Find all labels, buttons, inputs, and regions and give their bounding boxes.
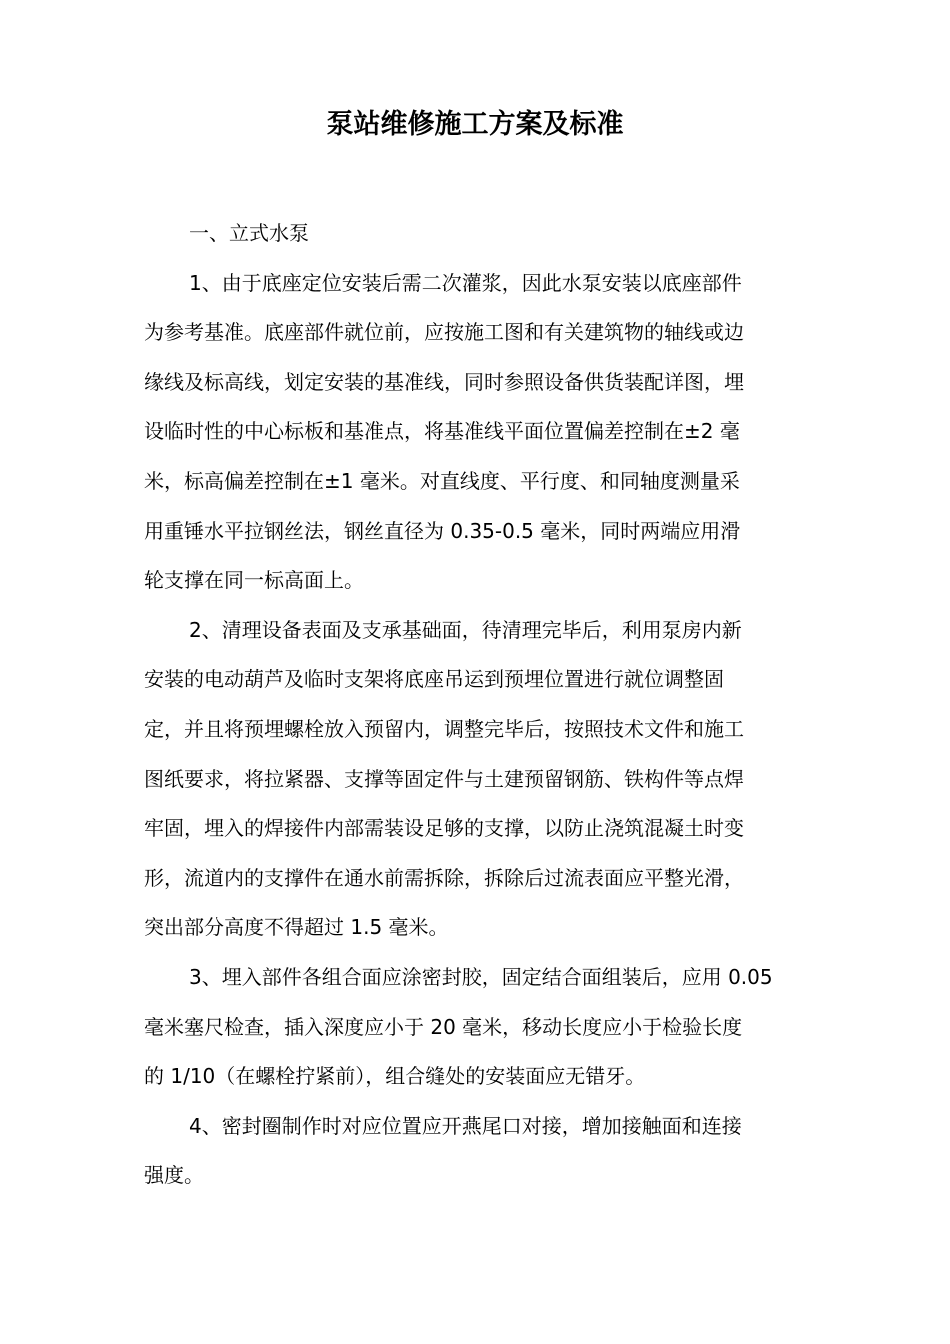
paragraph-2 [144, 606, 810, 953]
paragraph-line: 轮支撑在同一标高面上。 [144, 568, 364, 593]
paragraph-line: 4、密封圈制作时对应位置应开燕尾口对接，增加接触面和连接 [189, 1113, 742, 1138]
paragraph-line: 的 1/10（在螺栓拧紧前），组合缝处的安装面应无错牙。 [144, 1064, 646, 1089]
paragraph-3 [144, 953, 810, 1102]
paragraph-line: 米，标高偏差控制在±1 毫米。对直线度、平行度、和同轴度测量采 [144, 468, 740, 493]
paragraph-line: 为参考基准。底座部件就位前，应按施工图和有关建筑物的轴线或边 [144, 320, 744, 345]
paragraph-line: 3、埋入部件各组合面应涂密封胶，固定结合面组装后，应用 0.05 [189, 964, 773, 989]
section-heading: 一、立式水泵 [189, 221, 309, 245]
document-title: 泵站维修施工方案及标准 [326, 109, 624, 140]
paragraph-line: 设临时性的中心标板和基准点，将基准线平面位置偏差控制在±2 毫 [144, 419, 740, 444]
paragraph-line: 1、由于底座定位安装后需二次灌浆，因此水泵安装以底座部件 [189, 270, 742, 295]
paragraph-line: 安装的电动葫芦及临时支架将底座吊运到预埋位置进行就位调整固 [144, 667, 724, 692]
paragraph-line: 用重锤水平拉钢丝法，钢丝直径为 0.35-0.5 毫米，同时两端应用滑 [144, 518, 741, 543]
paragraph-line: 形，流道内的支撑件在通水前需拆除，拆除后过流表面应平整光滑， [144, 865, 744, 890]
paragraph-line: 牢固，埋入的焊接件内部需装设足够的支撑，以防止浇筑混凝土时变 [144, 816, 744, 841]
paragraph-line: 图纸要求，将拉紧器、支撑等固定件与土建预留钢筋、铁构件等点焊 [144, 766, 744, 791]
paragraph-line: 缘线及标高线，划定安装的基准线，同时参照设备供货装配详图，埋 [144, 369, 744, 394]
paragraph-1 [144, 259, 810, 606]
paragraph-line: 毫米塞尺检查，插入深度应小于 20 毫米，移动长度应小于检验长度 [144, 1014, 743, 1039]
paragraph-line: 突出部分高度不得超过 1.5 毫米。 [144, 915, 449, 940]
paragraph-line: 定，并且将预埋螺栓放入预留内，调整完毕后，按照技术文件和施工 [144, 716, 744, 741]
paragraph-line: 强度。 [144, 1163, 204, 1188]
document-body [144, 209, 810, 1201]
paragraph-line: 2、清理设备表面及支承基础面，待清理完毕后，利用泵房内新 [189, 617, 742, 642]
paragraph-4 [144, 1102, 810, 1201]
